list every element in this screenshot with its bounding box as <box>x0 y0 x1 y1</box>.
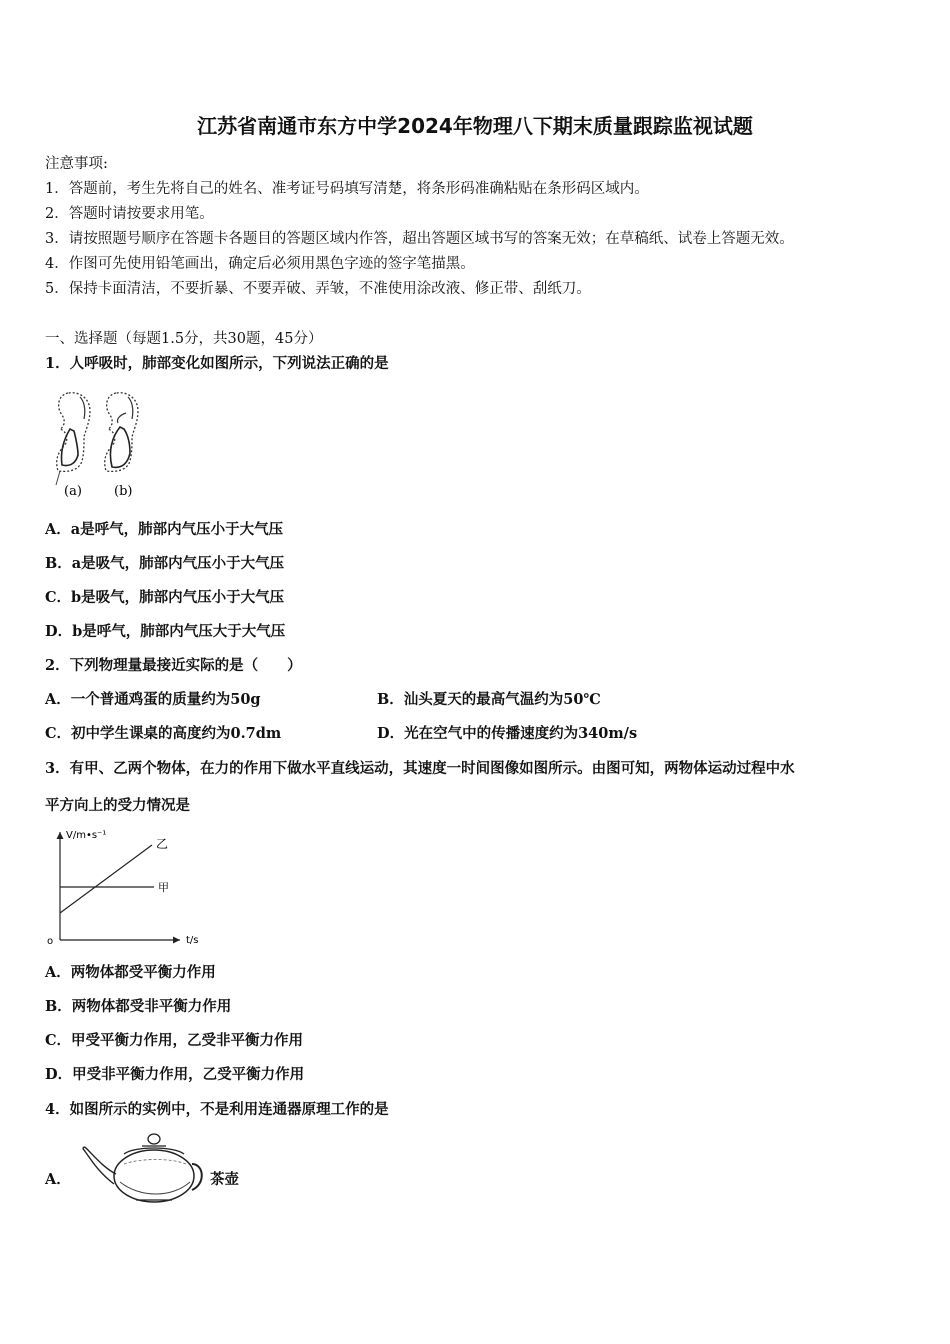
origin-label: o <box>47 936 54 947</box>
q3-option-d[interactable]: D．甲受非平衡力作用，乙受平衡力作用 <box>45 1066 305 1083</box>
label-jia: 甲 <box>158 881 169 894</box>
q2-option-d[interactable]: D．光在空气中的传播速度约为340m/s <box>377 725 638 742</box>
question-3-stem-line1: 3．有甲、乙两个物体，在力的作用下做水平直线运动，其速度一时间图像如图所示。由图可知，两物体运动过程中水 <box>45 760 795 777</box>
q4-option-a-label[interactable]: 茶壶 <box>210 1171 239 1188</box>
q2-option-a[interactable]: A．一个普通鸡蛋的质量约为50g <box>45 691 261 708</box>
notice-item: 3．请按照题号顺序在答题卡各题目的答题区域内作答，超出答题区域书写的答案无效；在草稿纸、试卷上答题无效。 <box>45 231 794 247</box>
question-2-stem: 2．下列物理量最接近实际的是（ ） <box>45 657 302 674</box>
q3-option-b[interactable]: B．两物体都受非平衡力作用 <box>45 998 232 1015</box>
label-yi: 乙 <box>156 837 169 851</box>
notice-item: 2．答题时请按要求用笔。 <box>45 206 214 222</box>
q1-option-a[interactable]: A．a是呼气，肺部内气压小于大气压 <box>45 521 284 538</box>
line-yi <box>60 845 152 913</box>
velocity-time-graph <box>44 826 214 948</box>
q1-option-b[interactable]: B．a是吸气，肺部内气压小于大气压 <box>45 555 285 572</box>
q1-option-d[interactable]: D．b是呼气，肺部内气压大于大气压 <box>45 623 286 640</box>
x-axis-label: t/s <box>186 935 199 946</box>
fig-label-a: (a) <box>64 484 82 499</box>
q2-option-c[interactable]: C．初中学生课桌的高度约为0.7dm <box>45 725 282 742</box>
page-title: 江苏省南通市东方中学2024年物理八下期末质量跟踪监视试题 <box>197 114 753 138</box>
notice-heading: 注意事项: <box>45 156 108 172</box>
section-heading: 一、选择题（每题1.5分，共30题，45分） <box>45 331 323 347</box>
q3-option-a[interactable]: A．两物体都受平衡力作用 <box>45 964 216 981</box>
q4-option-a-letter[interactable]: A． <box>45 1171 71 1188</box>
q3-option-c[interactable]: C．甲受平衡力作用，乙受非平衡力作用 <box>45 1032 304 1049</box>
question-1-stem: 1．人呼吸时，肺部变化如图所示，下列说法正确的是 <box>45 355 389 372</box>
notice-item: 5．保持卡面清洁，不要折暴、不要弄破、弄皱，不准使用涂改液、修正带、刮纸刀。 <box>45 281 591 297</box>
lung-figure <box>50 385 160 505</box>
question-3-stem-line2: 平方向上的受力情况是 <box>45 797 190 814</box>
notice-item: 1．答题前，考生先将自己的姓名、准考证号码填写清楚，将条形码准确粘贴在条形码区域内。 <box>45 181 649 197</box>
teapot-icon <box>80 1128 208 1210</box>
q1-option-c[interactable]: C．b是吸气，肺部内气压小于大气压 <box>45 589 285 606</box>
y-axis-label: V/m•s⁻¹ <box>66 830 107 841</box>
q2-option-b[interactable]: B．汕头夏天的最高气温约为50℃ <box>377 691 601 708</box>
question-4-stem: 4．如图所示的实例中，不是利用连通器原理工作的是 <box>45 1101 389 1118</box>
notice-item: 4．作图可先使用铅笔画出，确定后必须用黑色字迹的签字笔描黑。 <box>45 256 475 272</box>
fig-label-b: (b) <box>114 484 133 499</box>
